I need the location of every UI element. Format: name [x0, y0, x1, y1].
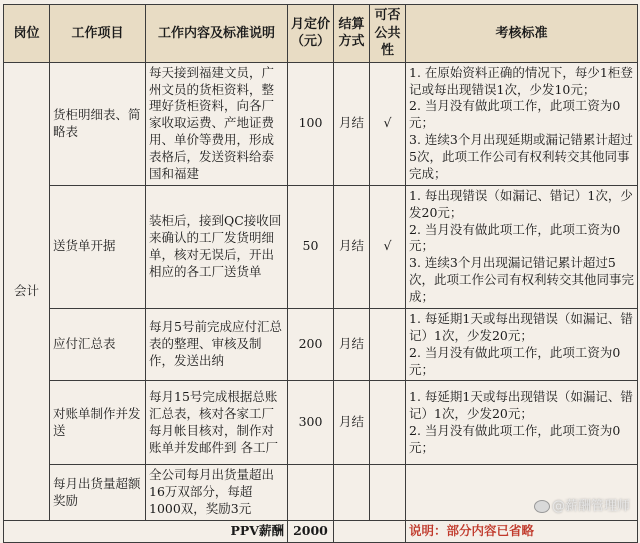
- settle-cell: 月结: [334, 62, 370, 185]
- header-item: 工作项目: [50, 5, 146, 63]
- criteria-text: 1. 在原始资料正确的情况下，每少1柜登记或每出现错误1次，少发10元； 2. 当月没有做此项工作，此项工资为0元； 3. 连续3个月出现延期或漏记错累计超过5次，此项工作公司有权利转交其他同事完成；: [409, 64, 633, 181]
- ppv-salary-label: PPV薪酬: [4, 521, 288, 543]
- public-cell: [370, 308, 406, 381]
- watermark-text: @薪酬管理师: [551, 499, 630, 514]
- content-cell: 全公司每月出货量超出16万双部分，每超1000双，奖励3元: [146, 465, 288, 521]
- item-cell: 应付汇总表: [50, 308, 146, 381]
- header-row: [4, 5, 638, 63]
- criteria-cell: [406, 381, 638, 465]
- footer-note: 说明：部分内容已省略: [406, 521, 638, 543]
- content-cell: 装柜后，接到QC接收回来确认的工厂发货明细单，核对无误后，开出相应的各工厂送货单: [146, 185, 288, 308]
- criteria-text: 1. 每延期1天或每出现错误（如漏记、错记）1次，少发20元； 2. 当月没有做此项工作，此项工资为0元；: [409, 310, 633, 377]
- price-cell: 100: [288, 62, 334, 185]
- settle-cell: 月结: [334, 381, 370, 465]
- header-settle: 结算方式: [334, 5, 370, 63]
- criteria-text: 1. 每延期1天或每出现错误（如漏记、错记）1次，少发20元； 2. 当月没有做此项工作，此项工资为0元；: [409, 389, 633, 455]
- header-content: 工作内容及标准说明: [146, 5, 288, 63]
- header-public: 可否公共性: [370, 5, 406, 63]
- price-cell: 50: [288, 185, 334, 308]
- settle-cell: 月结: [334, 308, 370, 381]
- public-cell: [370, 381, 406, 465]
- public-cell: [370, 465, 406, 521]
- criteria-cell: [406, 185, 638, 308]
- table-row: [4, 308, 638, 381]
- public-cell: √: [370, 185, 406, 308]
- header-criteria: 考核标准: [406, 5, 638, 63]
- item-cell: 每月出货量超额奖励: [50, 465, 146, 521]
- table-row: [4, 62, 638, 185]
- ppv-salary-total: 2000: [288, 521, 334, 543]
- item-cell: 对账单制作并发送: [50, 381, 146, 465]
- criteria-cell: [406, 62, 638, 185]
- salary-assessment-table: [3, 4, 638, 543]
- item-cell: 送货单开据: [50, 185, 146, 308]
- table-row: [4, 381, 638, 465]
- price-cell: [288, 465, 334, 521]
- content-cell: 每月15号完成根据总账汇总表，核对各家工厂每月帐目核对，制作对账单并发邮件到 各工厂: [146, 381, 288, 465]
- table-row: [4, 185, 638, 308]
- criteria-cell: [406, 308, 638, 381]
- settle-cell: [334, 465, 370, 521]
- position-cell: 会计: [4, 62, 50, 520]
- header-position: 岗位: [4, 5, 50, 63]
- settle-cell: 月结: [334, 185, 370, 308]
- content-cell: 每天接到福建文员，广州文员的货柜资料，整理好货柜资料，向各厂家收取运费、产地证费用、单价等费用，形成表格后，发送资料给泰国和福建: [146, 62, 288, 185]
- weibo-icon: [534, 500, 550, 513]
- item-cell: 货柜明细表、简略表: [50, 62, 146, 185]
- watermark: [534, 495, 630, 514]
- footer-empty-cell: [334, 521, 406, 543]
- price-cell: 200: [288, 308, 334, 381]
- footer-row: [4, 521, 638, 543]
- public-cell: √: [370, 62, 406, 185]
- price-cell: 300: [288, 381, 334, 465]
- header-price: 月定价（元）: [288, 5, 334, 63]
- content-cell: 每月5号前完成应付汇总表的整理、审核及制作，发送出纳: [146, 308, 288, 381]
- criteria-text: 1. 每出现错误（如漏记、错记）1次，少发20元； 2. 当月没有做此项工作，此项工资为0元； 3. 连续3个月出现漏记错记累计超过5次，此项工作公司有权利转交其他同事完成；: [409, 187, 635, 305]
